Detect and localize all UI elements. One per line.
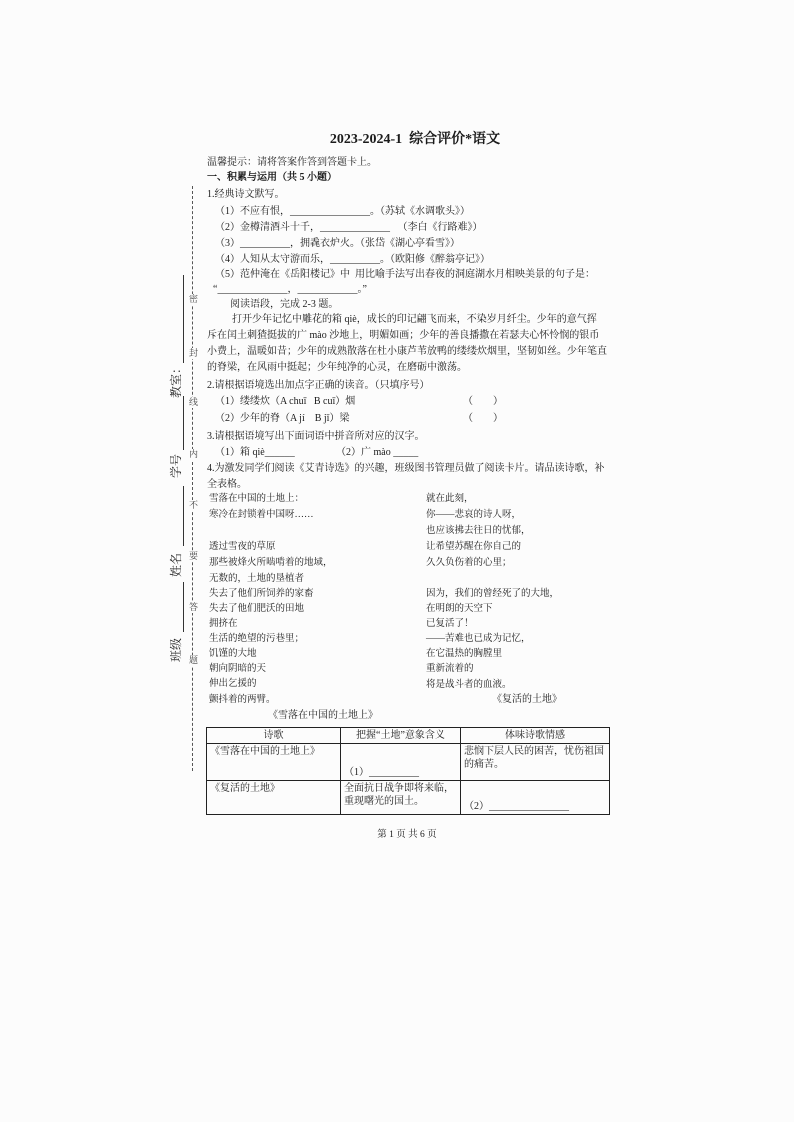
poem-left-title: 《雪落在中国的土地上》: [268, 710, 378, 721]
q1-item: （4）人知从太守游而乐，__________。（欧阳修《醉翁亭记》）: [215, 254, 490, 265]
poem-left-line: 伸出乞援的: [209, 679, 257, 689]
table-cell-emotion-blank: （2）________________: [461, 781, 610, 815]
class-blank-line: [183, 582, 184, 632]
poem-right-line: 也应该拂去往日的忧郁，: [426, 526, 531, 536]
passage-line: 的脊梁，在风雨中挺起；少年纯净的心灵，在磨砺中激荡。: [207, 362, 467, 373]
exam-tip: 温馨提示：请将答案作答到答题卡上。: [207, 157, 377, 168]
page-title: 2023-2024-1 综合评价*语文: [329, 132, 501, 147]
q3-item: （1）箱 qiè______: [215, 447, 295, 458]
seal-char: 封: [188, 348, 198, 358]
seal-char: 要: [188, 551, 198, 561]
q2-answer-bracket: （ ）: [463, 413, 503, 424]
q1-item: （2）金樽清酒斗十千，______________ （李白《行路难》）: [215, 222, 483, 233]
seal-dashed-line: [192, 186, 193, 771]
reading-intro: 阅读语段，完成 2-3 题。: [230, 299, 339, 310]
student-id-blank-line: [183, 396, 184, 450]
poem-right-line: 已复活了！: [426, 619, 474, 629]
classroom-label: 教室：: [169, 361, 183, 399]
poem-left-line: 失去了他们所饲养的家畜: [209, 589, 314, 599]
table-cell-emotion: 悲悯下层人民的困苦，忧伤祖国的痛苦。: [461, 744, 610, 781]
poem-right-line: ——苦难也已成为记忆，: [426, 634, 531, 644]
passage-line: 打开少年记忆中雕花的箱 qiè，成长的印记翩飞而来，不染岁月纤尘。少年的意气挥: [232, 314, 597, 325]
poem-left-line: 生活的绝望的污巷里；: [209, 634, 305, 644]
poem-right-line: 将是战斗者的血液。: [426, 680, 512, 690]
table-row: [207, 781, 610, 815]
q1-item: （5）范仲淹在《岳阳楼记》中 用比喻手法写出春夜的洞庭湖水月相映美景的句子是：: [215, 269, 595, 280]
page-number: 第 1 页 共 6 页: [377, 830, 437, 840]
name-blank-line: [183, 486, 184, 546]
poem-right-line: 重新流着的: [426, 664, 474, 674]
q2-item: （1）缕缕炊（A chuī B cuī）烟: [215, 396, 356, 407]
table-header-cell: 体味诗歌情感: [461, 728, 610, 744]
table-cell-meaning: 全面抗日战争即将来临，重现曙光的国土。: [341, 781, 461, 815]
passage-line: 斥在闰土刺猹挺拔的广 mào 沙地上，明媚如画；少年的善良播撒在若瑟夫心怀怜悯的银币: [207, 330, 600, 341]
class-label: 班级: [169, 637, 183, 663]
q3-item: （2）广 mào _____: [336, 447, 419, 458]
table-cell-poem: 《雪落在中国的土地上》: [207, 744, 341, 781]
passage-line: 小费上，温暖如昔；少年的成熟散落在杜小康芦苇放鸭的缕缕炊烟里，坚韧如丝。少年笔直: [207, 346, 607, 357]
q1-item: （1）不应有恨，________________。（苏轼《水调歌头》）: [215, 206, 470, 217]
poem-left-line: 寒冷在封锁着中国呀……: [209, 510, 314, 520]
reading-card-table: [206, 727, 610, 815]
table-header-row: [207, 728, 610, 744]
q2-item: （2）少年的脊（A jí B jǐ）梁: [215, 413, 350, 424]
poem-left-line: 饥馑的大地: [209, 649, 257, 659]
student-id-label: 学号: [169, 453, 183, 479]
poem-right-line: 让希望苏醒在你自己的: [426, 542, 522, 552]
q4-stem: 全表格。: [207, 479, 247, 490]
q3-stem: 3.请根据语境写出下面词语中拼音所对应的汉字。: [207, 431, 425, 442]
poem-right-title: 《复活的土地》: [492, 694, 562, 705]
seal-char: 线: [188, 397, 198, 407]
poem-left-line: 那些被烽火所啮啃着的地域，: [209, 558, 333, 568]
seal-char: 不: [188, 500, 198, 510]
q1-item5-blank: “______________，____________。”: [213, 284, 367, 295]
table-cell-poem: 《复活的土地》: [207, 781, 341, 815]
name-label: 姓名: [169, 552, 183, 578]
poem-left-line: 雪落在中国的土地上：: [209, 494, 305, 504]
poem-right-line: 就在此刻，: [426, 494, 474, 504]
poem-right-line: 在明朗的天空下: [426, 604, 493, 614]
poem-left-line: 透过雪夜的草原: [209, 542, 276, 552]
poem-left-line: 拥挤在: [209, 619, 238, 629]
poem-right-line: 因为，我们的曾经死了的大地，: [426, 589, 560, 599]
poem-right-line: 在它温热的胸膛里: [426, 649, 503, 659]
table-header-cell: 把握“土地”意象含义: [341, 728, 461, 744]
seal-char: 题: [188, 655, 198, 665]
q2-answer-bracket: （ ）: [463, 396, 503, 407]
poem-left-line: 失去了他们肥沃的田地: [209, 604, 305, 614]
table-header-cell: 诗歌: [207, 728, 341, 744]
poem-left-line: 无数的，土地的垦植者: [209, 574, 305, 584]
classroom-blank-line: [183, 275, 184, 363]
poem-right-line: 久久负伤着的心里；: [426, 558, 512, 568]
seal-char: 答: [188, 602, 198, 612]
section-heading: 一、积累与运用（共 5 小题）: [207, 172, 337, 183]
q2-stem: 2.请根据语境选出加点字正确的读音。（只填序号）: [207, 380, 430, 391]
seal-char: 密: [188, 294, 198, 304]
seal-char: 内: [188, 449, 198, 459]
q1-item: （3）__________，拥毳衣炉火。（张岱《湖心亭看雪》）: [215, 238, 460, 249]
table-cell-meaning-blank: （1）__________: [341, 744, 461, 781]
poem-left-line: 颤抖着的两臂。: [209, 695, 276, 705]
poem-left-line: 朝向阴暗的天: [209, 664, 267, 674]
q4-stem: 4.为激发同学们阅读《艾青诗选》的兴趣，班级图书管理员做了阅读卡片。请品读诗歌，补: [207, 463, 605, 474]
poem-right-line: 你——悲哀的诗人呀，: [426, 510, 522, 520]
q1-stem: 1.经典诗文默写。: [207, 189, 285, 200]
table-row: [207, 744, 610, 781]
